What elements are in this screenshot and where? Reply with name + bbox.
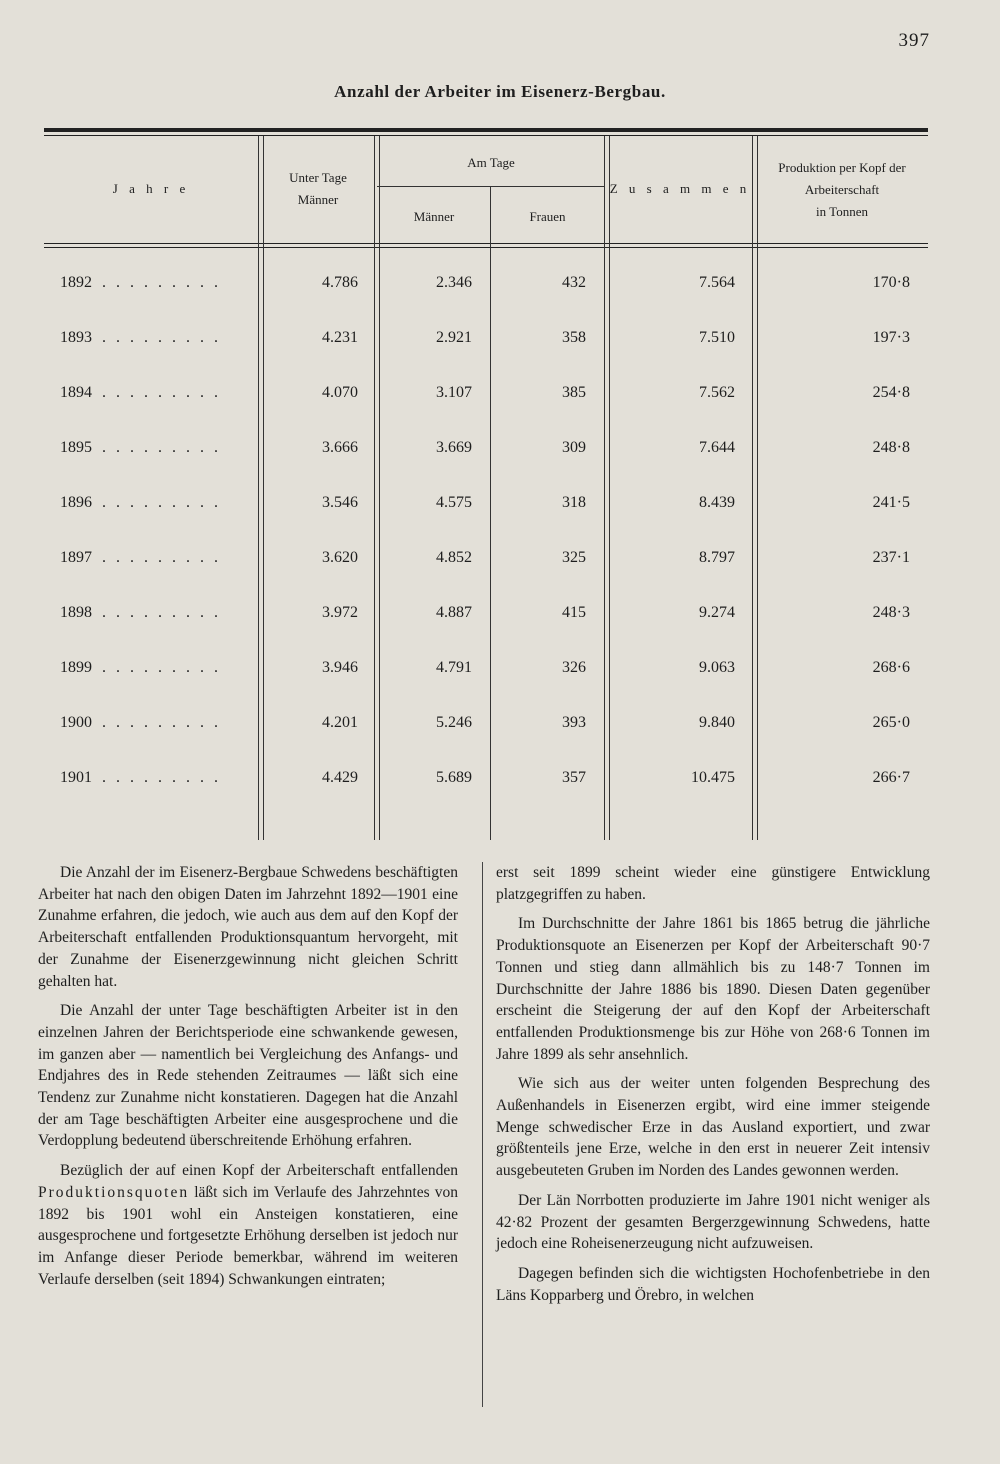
page-number: 397: [898, 30, 930, 51]
cell-am-tage-frauen: 326: [562, 659, 586, 676]
cell-unter-tage: 3.666: [322, 439, 358, 456]
table-row: [44, 329, 928, 355]
header-zusammen: Z u s a m m e n: [609, 181, 751, 196]
page-title: Anzahl der Arbeiter im Eisenerz-Bergbau.: [334, 82, 666, 101]
cell-produktion: 265·0: [872, 714, 910, 731]
cell-zusammen: 9.274: [699, 604, 735, 621]
cell-am-tage-maenner: 4.852: [436, 549, 472, 566]
table-row: [44, 659, 928, 685]
table-row: [44, 769, 928, 795]
cell-am-tage-frauen: 415: [562, 604, 586, 621]
table-row: [44, 439, 928, 465]
cell-year: 1893: [60, 329, 92, 346]
header-am-tage: Am Tage: [467, 155, 515, 170]
workers-table: [44, 128, 928, 840]
cell-unter-tage: 4.070: [322, 384, 358, 401]
cell-unter-tage: 3.972: [322, 604, 358, 621]
paragraph-text: läßt sich im Verlaufe des Jahrzehntes von 1892 bis 1901 wohl ein Ansteigen konstatieren, eine ausgesprochene und fortgesetzte Erhöhung derselben ist jedoch nur im Anfange dieser Periode bemerkbar, während im weiteren Verlaufe derselben (seit 1894) Schwankungen eintraten;: [38, 1183, 458, 1288]
text-column-left: [38, 862, 458, 1298]
cell-produktion: 241·5: [872, 494, 910, 511]
column-divider-text: [482, 862, 483, 1407]
cell-unter-tage: 3.546: [322, 494, 358, 511]
cell-unter-tage: 4.786: [322, 274, 358, 291]
cell-am-tage-maenner: 2.346: [436, 274, 472, 291]
cell-year: 1901: [60, 769, 92, 786]
cell-year: 1899: [60, 659, 92, 676]
cell-dots: . . . . . . . . .: [102, 714, 221, 731]
cell-am-tage-frauen: 325: [562, 549, 586, 566]
paragraph: [38, 1160, 458, 1290]
paragraph: Die Anzahl der im Eisenerz-Bergbaue Schwedens beschäftigten Arbeiter hat nach den obigen Daten im Jahrzehnt 1892—1901 eine Zunahme erfahren, die jedoch, wie auch aus dem auf den Kopf der Arbeiterschaft entfallenden Produktionsquantum hervorgeht, mit der Zunahme der Eisenerzgewinnung nicht gleichen Schritt gehalten hat.: [38, 864, 458, 990]
cell-produktion: 254·8: [872, 384, 910, 401]
header-am-tage-frauen: Frauen: [529, 209, 566, 224]
paragraph: Der Län Norrbotten produzierte im Jahre 1901 nicht weniger als 42·82 Prozent der gesamten Bergerzgewinnung Schwedens, hatte jedoch eine Roheisenerzeugung nicht aufzuweisen.: [496, 1191, 930, 1253]
table-row: [44, 384, 928, 410]
cell-dots: . . . . . . . . .: [102, 384, 221, 401]
cell-am-tage-frauen: 432: [562, 274, 586, 291]
cell-am-tage-maenner: 2.921: [436, 329, 472, 346]
paragraph: Die Anzahl der unter Tage beschäftigten Arbeiter ist in den einzelnen Jahren der Berichtsperiode eine schwankende gewesen, im ganzen aber — namentlich bei Vergleichung des Anfangs- und Endjahres des in Rede stehenden Zeitraumes — läßt sich eine Tendenz zur Zunahme nicht konstatieren. Dagegen hat die Anzahl der am Tage beschäftigten Arbeiter eine ausgesprochene und die Verdopplung bedeutend überschreitende Erhöhung erfahren.: [38, 1002, 458, 1150]
cell-unter-tage: 4.429: [322, 769, 358, 786]
cell-dots: . . . . . . . . .: [102, 604, 221, 621]
cell-zusammen: 8.797: [699, 549, 735, 566]
paragraph: Im Durchschnitte der Jahre 1861 bis 1865 betrug die jährliche Produktionsquote an Eisenerzen per Kopf der Arbeiterschaft 90·7 Tonnen und stieg dann allmählich bis zu 148·7 Tonnen im Durchschnitte der Jahre 1886 bis 1890. Diesen Daten gegenüber erscheint die Steigerung der auf den Kopf der Arbeiterschaft entfallenden Produktionsmenge bis zur Höhe von 268·6 Tonnen im Jahre 1899 als sehr ansehnlich.: [496, 915, 930, 1063]
spaced-term: Produktionsquoten: [38, 1183, 190, 1201]
cell-zusammen: 7.510: [699, 329, 735, 346]
cell-zusammen: 7.564: [699, 274, 735, 291]
table-row: [44, 604, 928, 630]
table-row: [44, 714, 928, 740]
table-top-rule-thin: [44, 135, 928, 136]
cell-year: 1896: [60, 494, 92, 511]
cell-dots: . . . . . . . . .: [102, 439, 221, 456]
cell-am-tage-frauen: 309: [562, 439, 586, 456]
cell-am-tage-frauen: 318: [562, 494, 586, 511]
cell-unter-tage: 3.620: [322, 549, 358, 566]
paragraph-text: Bezüglich der auf einen Kopf der Arbeiterschaft entfallenden: [60, 1162, 458, 1180]
cell-produktion: 197·3: [872, 329, 910, 346]
cell-dots: . . . . . . . . .: [102, 659, 221, 676]
cell-zusammen: 9.840: [699, 714, 735, 731]
cell-year: 1894: [60, 384, 92, 401]
cell-zusammen: 7.562: [699, 384, 735, 401]
cell-unter-tage: 4.201: [322, 714, 358, 731]
header-bottom-rule: [44, 243, 928, 244]
header-jahre: J a h r e: [112, 181, 190, 196]
cell-dots: . . . . . . . . .: [102, 549, 221, 566]
cell-dots: . . . . . . . . .: [102, 494, 221, 511]
cell-am-tage-maenner: 5.246: [436, 714, 472, 731]
cell-zusammen: 8.439: [699, 494, 735, 511]
am-tage-rule: [377, 186, 605, 187]
header-produktion-line3: in Tonnen: [816, 204, 868, 219]
cell-am-tage-maenner: 4.791: [436, 659, 472, 676]
cell-am-tage-maenner: 3.107: [436, 384, 472, 401]
cell-am-tage-maenner: 4.575: [436, 494, 472, 511]
cell-dots: . . . . . . . . .: [102, 769, 221, 786]
cell-dots: . . . . . . . . .: [102, 274, 221, 291]
header-am-tage-maenner: Männer: [413, 209, 455, 224]
cell-year: 1900: [60, 714, 92, 731]
cell-year: 1895: [60, 439, 92, 456]
header-unter-tage-maenner: Männer: [297, 192, 339, 207]
cell-am-tage-frauen: 357: [562, 769, 586, 786]
table-row: [44, 494, 928, 520]
paragraph: Dagegen befinden sich die wichtigsten Hochofenbetriebe in den Läns Kopparberg und Örebro, in welchen: [496, 1264, 930, 1304]
cell-year: 1897: [60, 549, 92, 566]
cell-dots: . . . . . . . . .: [102, 329, 221, 346]
cell-am-tage-frauen: 393: [562, 714, 586, 731]
paragraph: Wie sich aus der weiter unten folgenden Besprechung des Außenhandels in Eisenerzen ergibt, wird eine immer steigende Menge schwedischer Erze in das Ausland exportiert, und zwar größtenteils jene Erze, welche in den erst in neuerer Zeit intensiv ausgebeuteten Gruben im Norden des Landes gewonnen werden.: [496, 1075, 930, 1180]
cell-unter-tage: 4.231: [322, 329, 358, 346]
cell-produktion: 237·1: [872, 549, 910, 566]
cell-produktion: 248·8: [872, 439, 910, 456]
cell-am-tage-frauen: 358: [562, 329, 586, 346]
cell-zusammen: 9.063: [699, 659, 735, 676]
header-unter-tage: Unter Tage: [289, 170, 347, 185]
cell-unter-tage: 3.946: [322, 659, 358, 676]
header-produktion-line2: Arbeiterschaft: [804, 182, 880, 197]
cell-produktion: 170·8: [872, 274, 910, 291]
table-row: [44, 274, 928, 300]
cell-produktion: 248·3: [872, 604, 910, 621]
paragraph: erst seit 1899 scheint wieder eine günstigere Entwicklung platzgegriffen zu haben.: [496, 864, 930, 903]
text-column-right: [496, 862, 930, 1314]
cell-year: 1898: [60, 604, 92, 621]
cell-am-tage-maenner: 5.689: [436, 769, 472, 786]
cell-zusammen: 10.475: [691, 769, 735, 786]
cell-am-tage-maenner: 3.669: [436, 439, 472, 456]
cell-am-tage-frauen: 385: [562, 384, 586, 401]
cell-am-tage-maenner: 4.887: [436, 604, 472, 621]
header-bottom-rule-thin: [44, 247, 928, 248]
header-produktion-line1: Produktion per Kopf der: [778, 160, 906, 175]
cell-produktion: 266·7: [872, 769, 910, 786]
cell-zusammen: 7.644: [699, 439, 735, 456]
cell-year: 1892: [60, 274, 92, 291]
table-top-rule: [44, 128, 928, 132]
cell-produktion: 268·6: [872, 659, 910, 676]
table-row: [44, 549, 928, 575]
